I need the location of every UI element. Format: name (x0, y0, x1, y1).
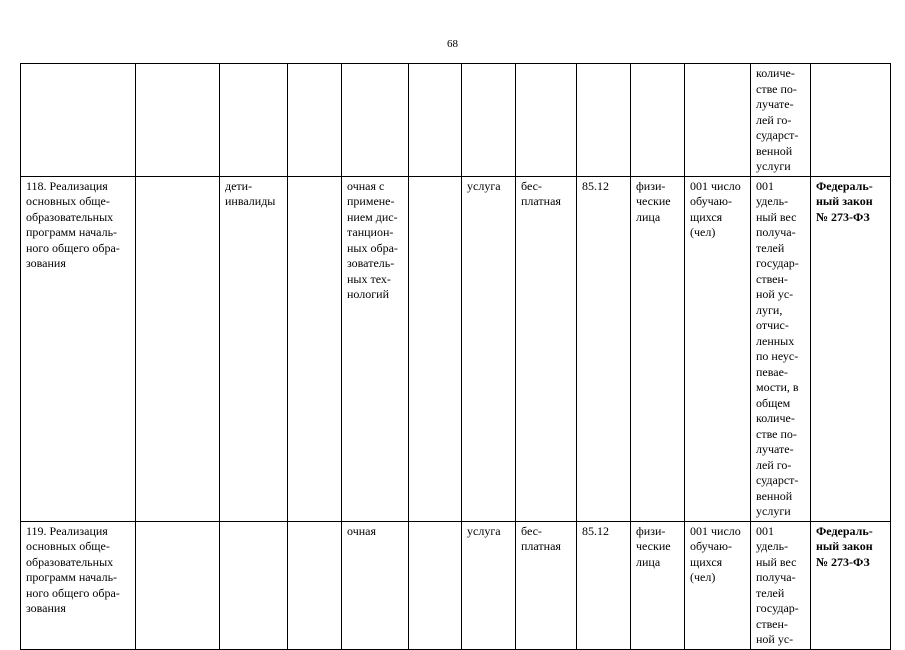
consumer-category-cell: дети- инвалиды (220, 176, 288, 521)
form-cell (342, 64, 409, 177)
volume-indicator-cell (685, 64, 751, 177)
legal-basis-cell (811, 64, 891, 177)
type-cell (462, 64, 516, 177)
table-row (21, 521, 891, 649)
quality-indicator-cell: количе- стве по- лучате- лей го- сударст- венной услуги (751, 64, 811, 177)
payment-cell (516, 64, 577, 177)
type-cell: услуга (462, 176, 516, 521)
empty-cell (136, 64, 220, 177)
consumers-cell: физи- ческие лица (631, 521, 685, 649)
service-name-cell: 119. Реализация основных обще- образовательных программ началь- ного общего обра- зования (21, 521, 136, 649)
empty-cell (136, 521, 220, 649)
type-cell: услуга (462, 521, 516, 649)
legal-basis-cell: Федераль- ный закон № 273-ФЗ (811, 521, 891, 649)
services-registry-table (20, 63, 891, 650)
consumers-cell (631, 64, 685, 177)
service-name-cell (21, 64, 136, 177)
empty-cell (409, 521, 462, 649)
table-row (21, 64, 891, 177)
consumer-category-cell (220, 64, 288, 177)
empty-cell (288, 176, 342, 521)
quality-indicator-cell: 001 удель- ный вес получа- телей государ- ствен- ной ус- луги, отчис- ленных по неус- певае- мости, в общем количе- стве по- лучате- лей го- сударст- венной услуги (751, 176, 811, 521)
empty-cell (288, 521, 342, 649)
empty-cell (409, 176, 462, 521)
empty-cell (288, 64, 342, 177)
quality-indicator-cell: 001 удель- ный вес получа- телей государ- ствен- ной ус- (751, 521, 811, 649)
payment-cell: бес- платная (516, 521, 577, 649)
empty-cell (409, 64, 462, 177)
table-row (21, 176, 891, 521)
form-cell: очная (342, 521, 409, 649)
okved-cell: 85.12 (577, 176, 631, 521)
service-name-cell: 118. Реализация основных обще- образовательных программ началь- ного общего обра- зования (21, 176, 136, 521)
consumers-cell: физи- ческие лица (631, 176, 685, 521)
form-cell: очная с примене- нием дис- танцион- ных обра- зователь- ных тех- нологий (342, 176, 409, 521)
volume-indicator-cell: 001 число обучаю- щихся (чел) (685, 521, 751, 649)
consumer-category-cell (220, 521, 288, 649)
payment-cell: бес- платная (516, 176, 577, 521)
volume-indicator-cell: 001 число обучаю- щихся (чел) (685, 176, 751, 521)
legal-basis-cell: Федераль- ный закон № 273-ФЗ (811, 176, 891, 521)
page-number: 68 (447, 38, 458, 50)
okved-cell (577, 64, 631, 177)
empty-cell (136, 176, 220, 521)
okved-cell: 85.12 (577, 521, 631, 649)
